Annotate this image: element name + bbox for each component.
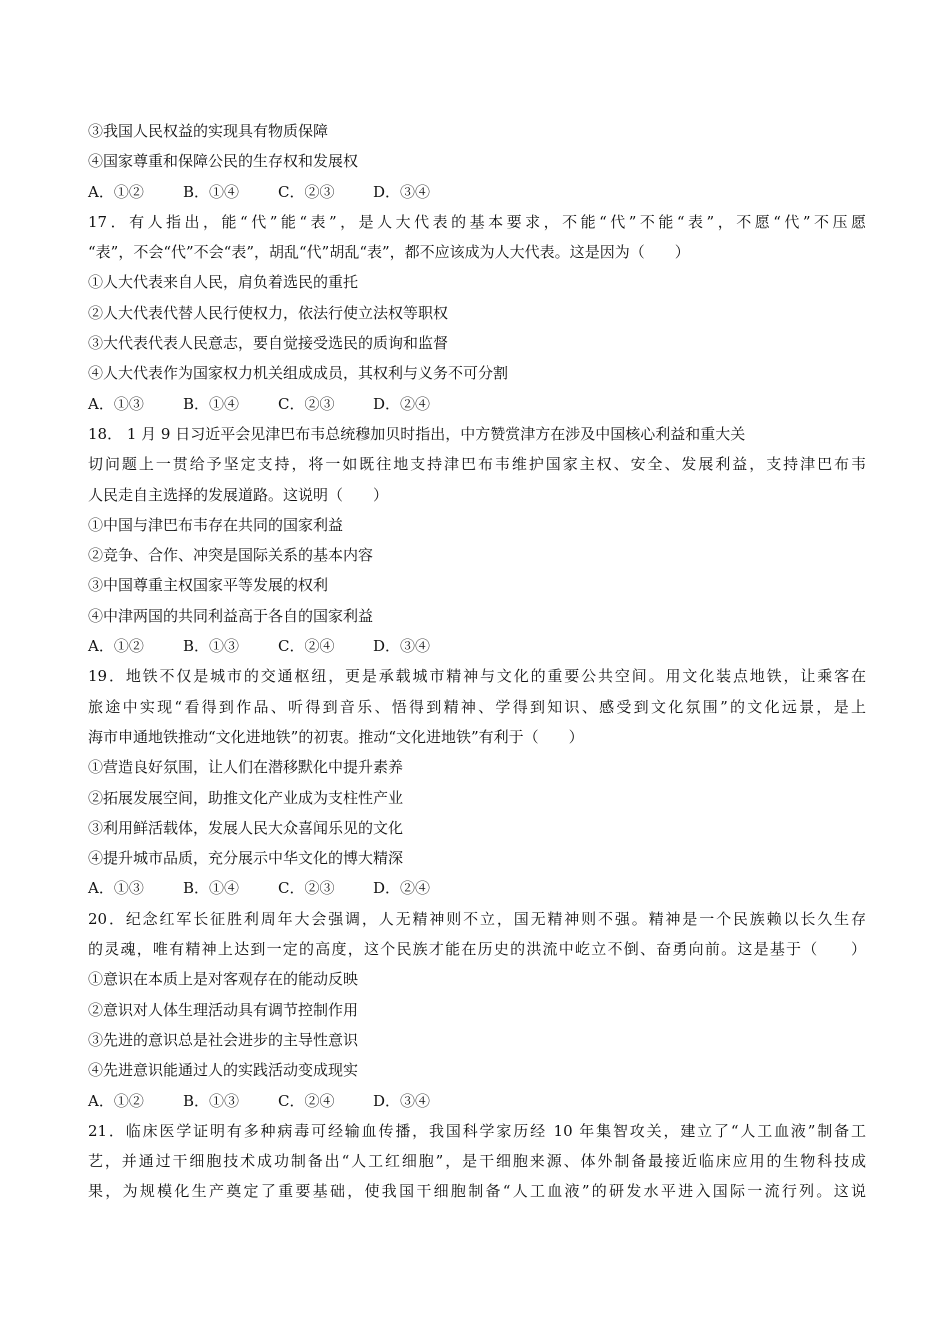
answer-choice: A．①② [88,182,144,201]
answer-choice: A．①③ [88,394,144,413]
question-text-line: 艺，并通过干细胞技术成功制备出“人工红细胞”，是干细胞来源、体外制备最接近临床应用的生物科技成 [88,1152,866,1171]
answer-choice: B．①④ [183,182,240,201]
question-text-line: 果，为规模化生产奠定了重要基础，使我国干细胞制备“人工血液”的研发水平进入国际一流行列。这说 [88,1182,866,1201]
answer-choice: C．②④ [278,637,335,656]
question-text-line: 的灵魂，唯有精神上达到一定的高度，这个民族才能在历史的洪流中屹立不倒、奋勇向前。这是基于（ ） [88,940,866,959]
option-statement: ④国家尊重和保障公民的生存权和发展权 [88,152,359,171]
exam-page-body [88,116,866,1207]
answer-choice: D．③④ [373,1091,431,1110]
option-statement: ④提升城市品质，充分展示中华文化的博大精深 [88,849,404,868]
option-statement: ②意识对人体生理活动具有调节控制作用 [88,1000,359,1019]
question-stem-line: 18． 1 月 9 日习近平会见津巴布韦总统穆加贝时指出，中方赞赏津方在涉及中国核心利益和重大关 [88,424,746,443]
answer-choices-row [88,1086,866,1116]
question-stem-line: 21．临床医学证明有多种病毒可经输血传播，我国科学家历经 10 年集智攻关，建立了“人工血液”制备工 [88,1121,866,1140]
question-text-line: 人民走自主选择的发展道路。这说明（ ） [88,485,389,504]
answer-choices-row [88,177,866,207]
option-statement: ①中国与津巴布韦存在共同的国家利益 [88,515,344,534]
option-statement: ①营造良好氛围，让人们在潜移默化中提升素养 [88,758,404,777]
option-statement: ③大代表代表人民意志，要自觉接受选民的质询和监督 [88,334,449,353]
answer-choice: C．②③ [278,182,335,201]
answer-choice: B．①④ [183,394,240,413]
question-text-line: 切问题上一贯给予坚定支持，将一如既往地支持津巴布韦维护国家主权、安全、发展利益，支持津巴布韦 [88,455,866,474]
answer-choices-row [88,873,866,903]
question-stem-line: 17．有人指出，能“代”能“表”，是人大代表的基本要求，不能“代”不能“表”，不愿“代”不压愿 [88,212,866,231]
answer-choice: C．②③ [278,394,335,413]
answer-choices-row [88,389,866,419]
answer-choice: D．②④ [373,879,431,898]
answer-choice: C．②③ [278,879,335,898]
question-text-line: “表”，不会“代”不会“表”，胡乱“代”胡乱“表”，都不应该成为人大代表。这是因为（ ） [88,243,690,262]
answer-choice: B．①③ [183,1091,240,1110]
answer-choice: B．①③ [183,637,240,656]
option-statement: ③中国尊重主权国家平等发展的权利 [88,576,329,595]
answer-choice: D．③④ [373,182,431,201]
answer-choice: A．①② [88,1091,144,1110]
option-statement: ①意识在本质上是对客观存在的能动反映 [88,970,359,989]
question-text-line: 旅途中实现“看得到作品、听得到音乐、悟得到精神、学得到知识、感受到文化氛围”的文化远景，是上 [88,697,866,716]
answer-choice: C．②④ [278,1091,335,1110]
option-statement: ④中津两国的共同利益高于各自的国家利益 [88,606,374,625]
option-statement: ②竞争、合作、冲突是国际关系的基本内容 [88,546,374,565]
answer-choice: D．②④ [373,394,431,413]
question-stem-line: 20．纪念红军长征胜利周年大会强调，人无精神则不立，国无精神则不强。精神是一个民族赖以长久生存 [88,909,866,928]
option-statement: ④人大代表作为国家权力机关组成成员，其权利与义务不可分割 [88,364,509,383]
question-stem-line: 19．地铁不仅是城市的交通枢纽，更是承载城市精神与文化的重要公共空间。用文化装点地铁，让乘客在 [88,667,866,686]
option-statement: ③先进的意识总是社会进步的主导性意识 [88,1030,359,1049]
option-statement: ③我国人民权益的实现具有物质保障 [88,122,329,140]
answer-choice: D．③④ [373,637,431,656]
answer-choice: B．①④ [183,879,240,898]
option-statement: ②人大代表代替人民行使权力，依法行使立法权等职权 [88,303,449,322]
answer-choice: A．①③ [88,879,144,898]
answer-choice: A．①② [88,637,144,656]
option-statement: ④先进意识能通过人的实践活动变成现实 [88,1061,359,1080]
option-statement: ②拓展发展空间，助推文化产业成为支柱性产业 [88,788,404,807]
option-statement: ①人大代表来自人民，肩负着选民的重托 [88,273,359,292]
answer-choices-row [88,631,866,661]
question-text-line: 海市申通地铁推动“文化进地铁”的初衷。推动“文化进地铁”有利于（ ） [88,727,584,746]
option-statement: ③利用鲜活载体，发展人民大众喜闻乐见的文化 [88,818,404,837]
